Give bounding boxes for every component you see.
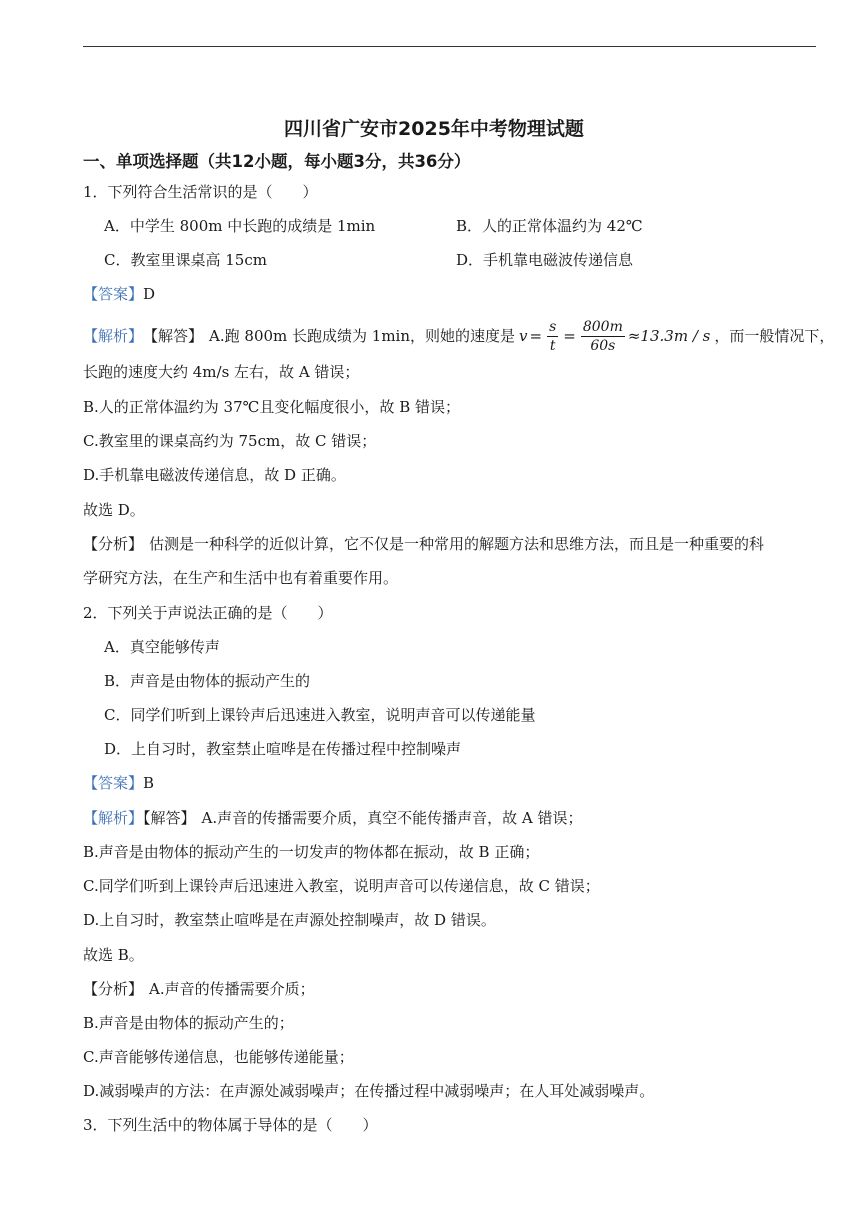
fraction-s-t (547, 318, 558, 355)
answer-tag: 【答案】 (83, 285, 144, 303)
solution-tag: 【解答】 (143, 809, 196, 827)
page-title: 四川省广安市2025年中考物理试题 (284, 118, 584, 140)
fenxi-text: 估测是一种科学的近似计算，它不仅是一种常用的解题方法和思维方法，而且是一种重要的科 (149, 535, 765, 553)
q2-fenxi-c: C.声音能够传递信息，也能够传递能量； (83, 1048, 354, 1066)
q2-fenxi-d: D.减弱噪声的方法：在声源处减弱噪声；在传播过程中减弱噪声；在人耳处减弱噪声。 (83, 1082, 655, 1100)
q1-solution-c: C.教室里的课桌高约为 75cm，故 C 错误； (83, 432, 377, 450)
q2-option-d: D．上自习时，教室禁止喧哗是在传播过程中控制噪声 (104, 740, 462, 758)
answer-value: B (143, 774, 155, 792)
solution-text: A.跑 800m 长跑成绩为 1min，则她的速度是 (209, 327, 516, 345)
fenxi-text: A.声音的传播需要介质； (149, 980, 315, 998)
q1-fenxi (83, 532, 764, 556)
formula-v: v (519, 327, 528, 345)
frac-num: 800m (582, 318, 623, 335)
q2-option-c: C．同学们听到上课铃声后迅速进入教室，说明声音可以传递能量 (104, 706, 536, 724)
q1-option-b: B．人的正常体温约为 42℃ (456, 217, 643, 235)
q2-option-a: A．真空能够传声 (104, 638, 220, 656)
q2-solution-b: B.声音是由物体的振动产生的一切发声的物体都在振动，故 B 正确； (83, 843, 540, 861)
q2-solution-a (83, 806, 583, 830)
q1-choose: 故选 D。 (83, 501, 145, 519)
fenxi-tag: 【分析】 (83, 535, 144, 553)
q1-answer (83, 282, 155, 306)
frac-den: t (549, 337, 556, 354)
frac-num: s (549, 318, 557, 335)
section-heading: 一、单项选择题（共12小题，每小题3分，共36分） (83, 152, 471, 171)
formula-eq2: = (563, 327, 576, 345)
q2-fenxi (83, 977, 315, 1001)
q2-option-b: B．声音是由物体的振动产生的 (104, 672, 311, 690)
q1-solution-a (83, 316, 834, 356)
q1-solution-b: B.人的正常体温约为 37℃且变化幅度很小，故 B 错误； (83, 398, 460, 416)
solution-text: ，而一般情况下， (714, 327, 835, 345)
q1-option-d: D．手机靠电磁波传递信息 (456, 251, 634, 269)
header-rule (83, 46, 816, 47)
q3-stem: 3．下列生活中的物体属于导体的是（ ） (83, 1116, 378, 1134)
solution-text: A.声音的传播需要介质，真空不能传播声音，故 A 错误； (201, 809, 583, 827)
solution-tag: 【解答】 (143, 327, 204, 345)
fraction-values (581, 318, 625, 355)
formula-approx: ≈13.3m / s (627, 327, 711, 345)
q2-fenxi-b: B.声音是由物体的振动产生的； (83, 1014, 294, 1032)
q1-solution-d: D.手机靠电磁波传递信息，故 D 正确。 (83, 466, 346, 484)
q2-solution-d: D.上自习时，教室禁止喧哗是在声源处控制噪声，故 D 错误。 (83, 911, 496, 929)
q2-stem: 2．下列关于声说法正确的是（ ） (83, 604, 333, 622)
speed-formula (519, 318, 710, 355)
q2-solution-c: C.同学们听到上课铃声后迅速进入教室，说明声音可以传递信息，故 C 错误； (83, 877, 600, 895)
q2-answer (83, 771, 154, 795)
analysis-tag: 【解析】 (83, 327, 144, 345)
q1-solution-a-cont: 长跑的速度大约 4m/s 左右，故 A 错误； (83, 363, 360, 381)
analysis-tag: 【解析】 (83, 809, 144, 827)
q1-option-a: A．中学生 800m 中长跑的成绩是 1min (104, 217, 376, 235)
fenxi-tag: 【分析】 (83, 980, 144, 998)
q1-fenxi-cont: 学研究方法，在生产和生活中也有着重要作用。 (83, 569, 399, 587)
q1-option-c: C．教室里课桌高 15cm (104, 251, 267, 269)
answer-value: D (143, 285, 156, 303)
answer-tag: 【答案】 (83, 774, 144, 792)
q1-stem: 1．下列符合生活常识的是（ ） (83, 183, 318, 201)
formula-eq1: = (529, 327, 543, 345)
q2-choose: 故选 B。 (83, 946, 144, 964)
frac-den: 60s (590, 337, 616, 354)
